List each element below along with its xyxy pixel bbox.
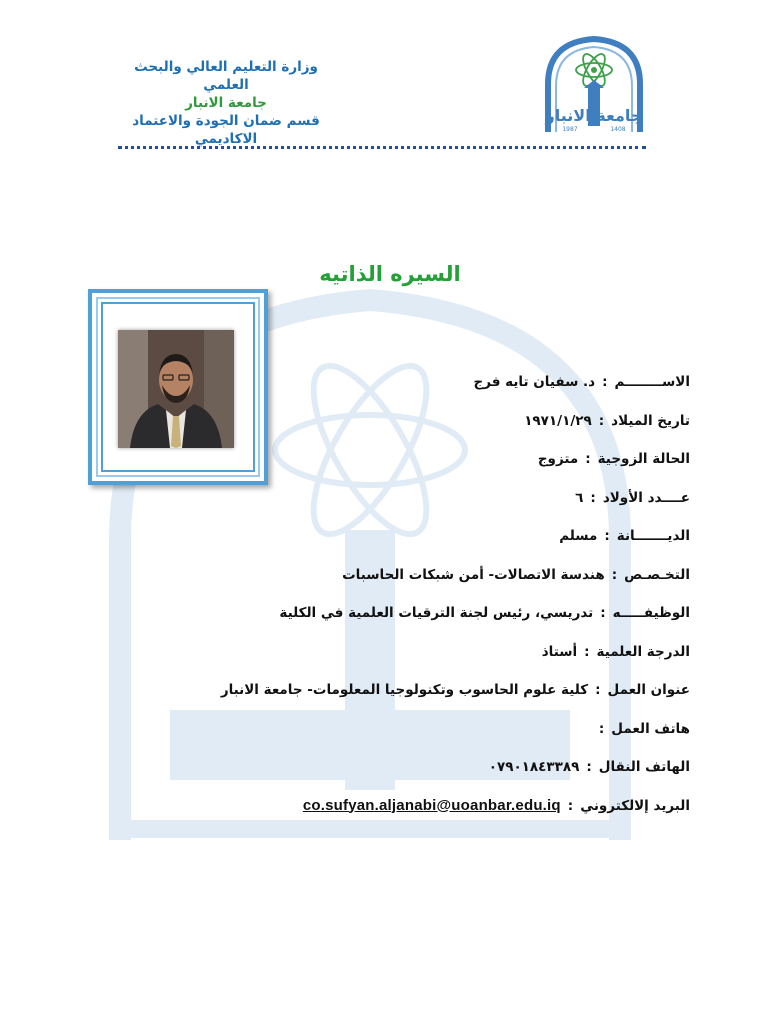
field-value: ٦: [575, 489, 584, 506]
field-separator: :: [598, 720, 605, 737]
field-specialization: [160, 563, 690, 602]
cv-fields: [160, 370, 690, 832]
logo-name-text: جامعة الانبار: [545, 106, 643, 125]
email-link[interactable]: co.sufyan.aljanabi@uoanbar.edu.iq: [302, 796, 561, 814]
field-label: البريد إلالكتروني: [580, 797, 690, 814]
field-value: كلية علوم الحاسوب وتكنولوجيا المعلومات- جامعة الانبار: [220, 682, 589, 698]
field-name: [160, 370, 690, 409]
field-email: [160, 794, 690, 833]
page-title: السيره الذاتيه: [319, 262, 461, 286]
ministry-name: وزارة التعليم العالي والبحث العلمي: [134, 59, 318, 93]
field-label: التخـصـص: [624, 566, 690, 583]
field-separator: :: [590, 489, 596, 506]
field-label: الوظيفـــــه: [612, 605, 690, 621]
field-value: تدريسي، رئيس لجنة الترقيات العلمية في الكلية: [279, 605, 594, 621]
field-value: ١٩٧١/١/٢٩: [524, 412, 592, 429]
field-job: [160, 601, 690, 640]
field-separator: :: [604, 528, 610, 544]
field-separator: :: [584, 643, 590, 660]
field-separator: :: [595, 682, 601, 698]
field-label: تاريخ الميلاد: [611, 412, 690, 429]
field-birth-date: [160, 409, 690, 448]
field-separator: :: [611, 566, 618, 583]
field-separator: :: [598, 412, 605, 429]
field-label: الهاتف النقال: [598, 759, 690, 775]
logo-year-gregorian: 1987: [562, 126, 578, 133]
header-text-block: [110, 58, 342, 148]
field-label: الاســــــــم: [614, 374, 690, 390]
field-label: عــــدد الأولاد: [602, 489, 690, 506]
field-label: عنوان العمل: [607, 682, 690, 698]
field-label: الدرجة العلمية: [596, 643, 690, 660]
department-name-cont: الاكاديمي: [194, 131, 258, 147]
field-work-phone: [160, 717, 690, 756]
field-value: مسلم: [559, 528, 598, 544]
field-value: هندسة الاتصالات- أمن شبكات الحاسبات: [342, 566, 605, 583]
field-value: د. سفيان تايه فرج: [473, 374, 596, 390]
field-value: متزوج: [537, 451, 579, 467]
field-religion: [160, 524, 690, 563]
field-separator: :: [602, 374, 608, 390]
field-separator: :: [600, 605, 606, 621]
field-separator: :: [585, 451, 591, 467]
field-work-address: [160, 678, 690, 717]
department-name: قسم ضمان الجودة والاعتماد: [132, 113, 320, 129]
field-academic-degree: [160, 640, 690, 679]
field-mobile-phone: [160, 755, 690, 794]
field-value: أستاذ: [541, 643, 578, 660]
header-divider: [118, 146, 646, 149]
field-children: [160, 486, 690, 525]
field-label: هاتف العمل: [611, 720, 690, 737]
field-separator: :: [586, 759, 592, 775]
university-name: جامعة الانبار: [185, 95, 267, 111]
field-separator: :: [567, 797, 574, 814]
logo-year-hijri: 1408: [610, 126, 626, 133]
field-label: الديـــــــانة: [616, 528, 690, 544]
field-label: الحالة الزوجية: [597, 451, 690, 467]
field-marital-status: [160, 447, 690, 486]
university-logo-icon: [540, 36, 648, 136]
field-value: ٠٧٩٠١٨٤٣٣٨٩: [488, 759, 580, 775]
